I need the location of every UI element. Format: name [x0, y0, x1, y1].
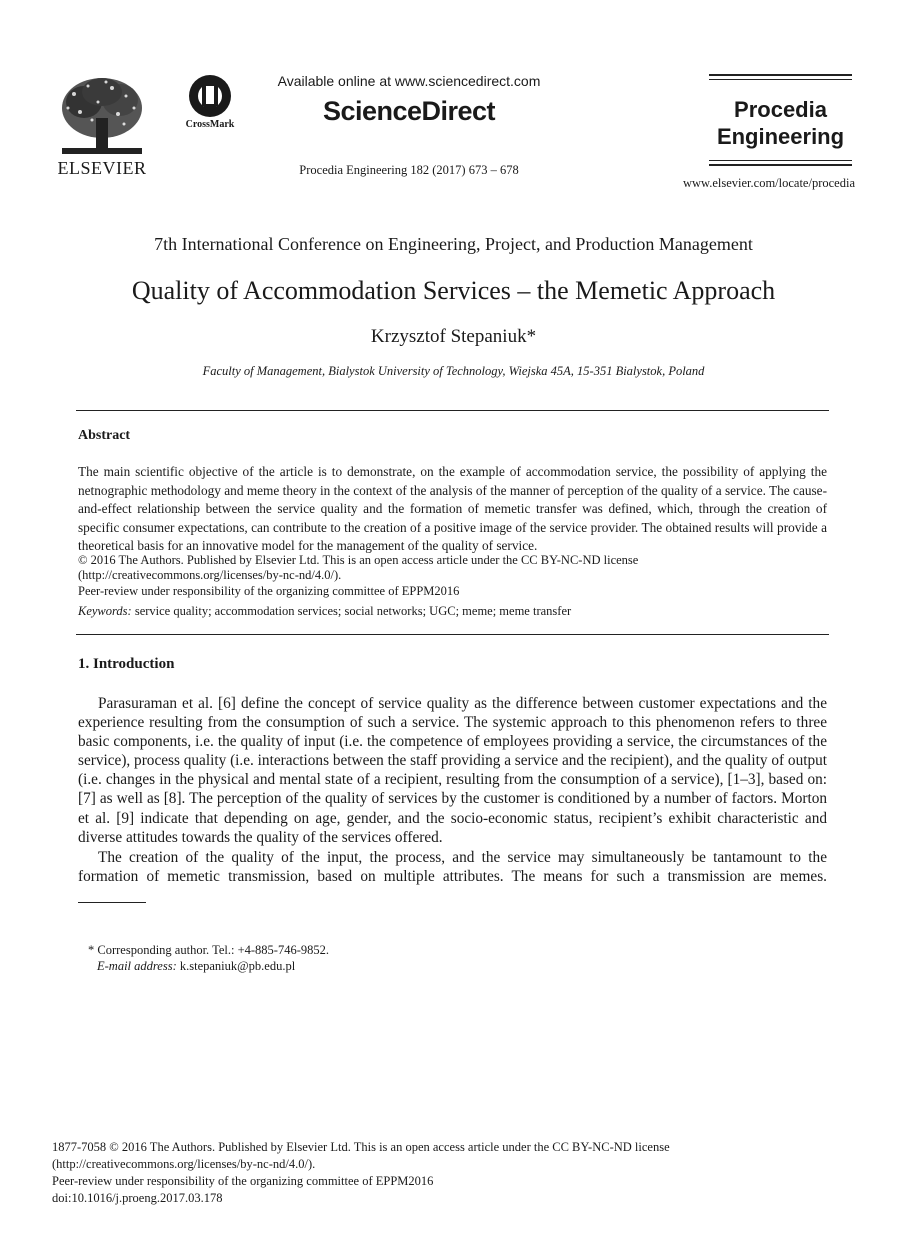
keywords-label: Keywords:	[78, 604, 132, 618]
footer-peer-review: Peer-review under responsibility of the organizing committee of EPPM2016	[52, 1174, 434, 1188]
abstract-body: The main scientific objective of the article is to demonstrate, on the example of accommodation service, the possibility of applying the netnographic methodology and meme theory in the context of the analysis of the manner of perception of the quality of a service. The cause-and-effect relationship between the service quality and the formation of memetic transfer was defined, which, through the creation of specific consumer expectations, can contribute to the creation of a positive image of the service provider. The obtained results will provide a theoretical basis for an innovative model for the management of the quality of service.	[78, 464, 827, 553]
footer-license-link[interactable]: (http://creativecommons.org/licenses/by-nc-nd/4.0/).	[52, 1157, 316, 1171]
journal-rule	[709, 79, 852, 80]
footer-issn-copyright: 1877-7058 © 2016 The Authors. Published by Elsevier Ltd. This is an open access article under the CC BY-NC-ND license	[52, 1140, 670, 1154]
paper-title: Quality of Accommodation Services – the Memetic Approach	[131, 276, 776, 305]
author-name: Krzysztof Stepaniuk*	[370, 326, 537, 347]
license-link[interactable]: (http://creativecommons.org/licenses/by-nc-nd/4.0/).	[78, 568, 342, 582]
journal-reference: Procedia Engineering 182 (2017) 673 – 678	[299, 163, 519, 177]
abstract-bottom-rule	[76, 634, 829, 635]
introduction-paragraph-1: Parasuraman et al. [6] define the concept of service quality as the difference between customer expectations and the experience resulting from the consumption of such a service. The systemic approach to this phenomenon refers to three basic components, i.e. the quality of input (i.e. the competence of employees providing a service, the circumstances of the service), process quality (i.e. interactions between the staff providing a service and the recipient), and the quality of output (i.e. changes in the physical and mental state of a recipient, resulting from the consumption of a service), [1–3], based on: [7] as well as [8]. The perception of the quality of services by the customer is conditioned by a number of factors. Morton et al. [9] indicate that depending on age, gender, and the socio-economic status, recipient’s exhibit characteristic and diverse attitudes towards the quality of the services offered.	[78, 695, 828, 846]
conference-name: 7th International Conference on Engineering, Project, and Production Management	[154, 234, 753, 254]
peer-review-note: Peer-review under responsibility of the organizing committee of EPPM2016	[78, 584, 460, 598]
email-footnote	[97, 959, 295, 974]
footer-doi-link[interactable]: doi:10.1016/j.proeng.2017.03.178	[52, 1191, 223, 1205]
journal-rule	[709, 160, 852, 161]
abstract-heading: Abstract	[78, 428, 131, 443]
journal-name	[709, 96, 852, 150]
email-address-link[interactable]: k.stepaniuk@pb.edu.pl	[179, 959, 296, 973]
journal-rule	[709, 74, 852, 76]
crossmark-label[interactable]: CrossMark	[185, 119, 235, 130]
email-label: E-mail address:	[97, 959, 177, 973]
abstract-top-rule	[76, 410, 829, 411]
section-heading-introduction: 1. Introduction	[78, 656, 175, 672]
keywords-list: service quality; accommodation services; social networks; UGC; meme; meme transfer	[134, 604, 572, 618]
elsevier-wordmark: ELSEVIER	[57, 158, 147, 178]
journal-url-link[interactable]: www.elsevier.com/locate/procedia	[682, 176, 855, 190]
journal-name-line2: Engineering	[716, 124, 845, 149]
journal-rule	[709, 164, 852, 166]
sciencedirect-wordmark: ScienceDirect	[322, 96, 496, 126]
author-affiliation: Faculty of Management, Bialystok University of Technology, Wiejska 45A, 15-351 Bialystok, Poland	[202, 364, 705, 378]
corresponding-author-footnote: * Corresponding author. Tel.: +4-885-746-9852.	[88, 943, 329, 957]
available-online-text: Available online at www.sciencedirect.com	[277, 73, 541, 89]
introduction-paragraph-2: The creation of the quality of the input, the process, and the service may simultaneously be tantamount to the formation of memetic transmission, based on multiple attributes. The means for such a transmission are memes.	[78, 849, 827, 886]
footnote-rule	[78, 902, 146, 903]
keywords	[78, 604, 827, 620]
copyright-notice: © 2016 The Authors. Published by Elsevier Ltd. This is an open access article under the CC BY-NC-ND license	[78, 553, 639, 567]
journal-name-line1: Procedia	[734, 97, 827, 122]
